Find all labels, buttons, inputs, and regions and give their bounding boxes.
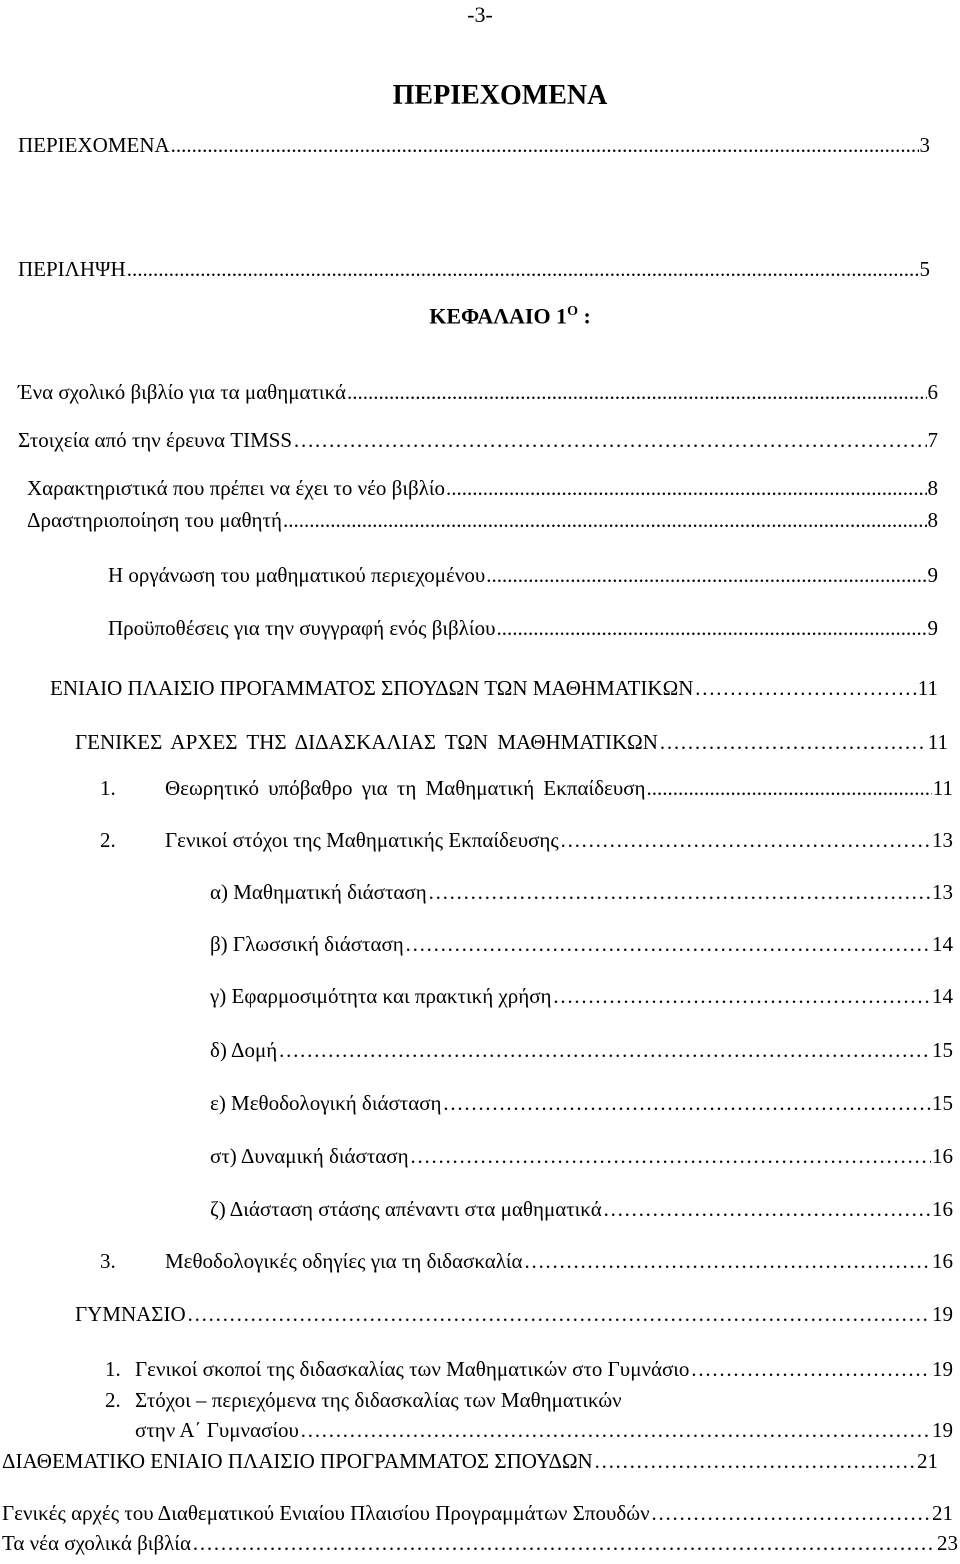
dot-leader xyxy=(496,618,926,639)
toc-entry-number: 3. xyxy=(100,1249,116,1273)
dot-leader xyxy=(428,882,931,903)
toc-entry[interactable] xyxy=(105,1390,953,1411)
toc-entry-page: 8 xyxy=(927,508,938,532)
toc-entry-page: 15 xyxy=(932,1091,953,1115)
dot-leader xyxy=(293,430,926,451)
toc-entry-label: β) Γλωσσική διάσταση xyxy=(210,932,404,956)
dot-leader xyxy=(603,1199,931,1220)
dot-leader xyxy=(553,986,931,1007)
toc-entry-label: ΕΝΙΑΙΟ ΠΛΑΙΣΙΟ ΠΡΟΓΑΜΜΑΤΟΣ ΣΠΟΥΔΩΝ ΤΩΝ ΜΑΘΗΜΑΤΙΚΩΝ xyxy=(50,676,694,700)
toc-entry-page: 8 xyxy=(927,476,938,500)
toc-entry[interactable] xyxy=(100,778,953,799)
toc-entry[interactable] xyxy=(210,986,953,1007)
toc-entry-label: Γενικοί στόχοι της Μαθηματικής Εκπαίδευσης xyxy=(165,828,559,852)
page-number: -3- xyxy=(467,2,493,27)
toc-entry-page: 9 xyxy=(927,616,938,640)
dot-leader xyxy=(127,259,919,280)
dot-leader xyxy=(300,1420,931,1441)
toc-entry-summary[interactable] xyxy=(18,259,930,280)
dot-leader xyxy=(278,1040,931,1061)
toc-entry-page: 21 xyxy=(917,1449,938,1473)
toc-entry[interactable] xyxy=(210,1040,953,1061)
toc-entry[interactable] xyxy=(75,1304,953,1325)
dot-leader xyxy=(659,732,927,753)
toc-entry-label: ζ) Διάσταση στάσης απέναντι στα μαθηματικά xyxy=(210,1197,602,1221)
dot-leader xyxy=(647,778,932,799)
chapter-heading xyxy=(0,305,960,327)
toc-entry-page: 13 xyxy=(932,880,953,904)
dot-leader xyxy=(187,1304,931,1325)
toc-entry-label: ε) Μεθοδολογική διάσταση xyxy=(210,1091,442,1115)
dot-leader xyxy=(524,1251,931,1272)
toc-entry[interactable] xyxy=(108,565,938,586)
toc-entry-label: ΔΙΑΘΕΜΑΤΙΚΟ ΕΝΙΑΙΟ ΠΛΑΙΣΙΟ ΠΡΟΓΡΑΜΜΑΤΟΣ ΣΠΟΥΔΩΝ xyxy=(2,1449,593,1473)
toc-entry-page: 16 xyxy=(932,1249,953,1273)
dot-leader xyxy=(446,478,926,499)
toc-entry-label: Προϋποθέσεις για την συγγραφή ενός βιβλίου xyxy=(108,616,496,640)
dot-leader xyxy=(694,678,916,699)
toc-entry[interactable] xyxy=(100,1251,953,1272)
toc-entry-page: 13 xyxy=(932,828,953,852)
chapter-superscript: Ο xyxy=(567,304,578,319)
toc-entry-page: 14 xyxy=(932,984,953,1008)
toc-entry-label: Ένα σχολικό βιβλίο για τα μαθηματικά xyxy=(18,380,346,404)
toc-entry[interactable] xyxy=(135,1420,953,1441)
toc-entry[interactable] xyxy=(18,382,938,403)
toc-entry-label: Γενικοί σκοποί της διδασκαλίας των Μαθηματικών στο Γυμνάσιο xyxy=(135,1357,690,1381)
toc-entry-label: Γενικές αρχές του Διαθεματικού Ενιαίου Πλαισίου Προγραμμάτων Σπουδών xyxy=(2,1501,650,1525)
toc-entry-label: Μεθοδολογικές οδηγίες για τη διδασκαλία xyxy=(165,1249,523,1273)
toc-entry[interactable] xyxy=(2,1503,953,1524)
dot-leader xyxy=(410,1146,931,1167)
toc-entry[interactable] xyxy=(210,1146,953,1167)
dot-leader xyxy=(192,1533,936,1554)
toc-entry-label: γ) Εφαρμοσιμότητα και πρακτική χρήση xyxy=(210,984,552,1008)
dot-leader xyxy=(171,135,919,156)
toc-entry-number: 2. xyxy=(100,828,116,852)
dot-leader xyxy=(283,510,927,531)
toc-entry-page: 3 xyxy=(919,133,930,157)
toc-entry-page: 11 xyxy=(927,730,948,754)
toc-entry-label: ΠΕΡΙΕΧΟΜΕΝΑ xyxy=(18,133,170,157)
toc-entry[interactable] xyxy=(108,618,938,639)
toc-entry-page: 19 xyxy=(932,1302,953,1326)
toc-entry-page: 7 xyxy=(927,428,938,452)
toc-entry-page: 11 xyxy=(932,776,953,800)
toc-entry[interactable] xyxy=(210,882,953,903)
toc-entry-page: 14 xyxy=(932,932,953,956)
toc-entry-label: Χαρακτηριστικά που πρέπει να έχει το νέο βιβλίο xyxy=(27,476,446,500)
page-title: ΠΕΡΙΕΧΟΜΕΝΑ xyxy=(392,80,608,111)
toc-entry-page: 16 xyxy=(932,1144,953,1168)
toc-entry-label: Στόχοι – περιεχόμενα της διδασκαλίας των Μαθηματικών xyxy=(135,1388,622,1412)
toc-entry-label: α) Μαθηματική διάσταση xyxy=(210,880,427,904)
dot-leader xyxy=(594,1451,916,1472)
toc-entry-label: Τα νέα σχολικά βιβλία xyxy=(2,1531,191,1555)
dot-leader xyxy=(443,1093,931,1114)
toc-entry[interactable] xyxy=(210,934,953,955)
toc-entry-number: 1. xyxy=(105,1357,121,1381)
dot-leader xyxy=(560,830,931,851)
toc-entry-page: 11 xyxy=(917,676,938,700)
toc-entry-label: ΓΥΜΝΑΣΙΟ xyxy=(75,1302,186,1326)
toc-entry-page: 21 xyxy=(932,1501,953,1525)
toc-entry[interactable] xyxy=(2,1451,938,1472)
dot-leader xyxy=(651,1503,931,1524)
toc-entry[interactable] xyxy=(18,430,938,451)
toc-entry-label: Δραστηριοποίηση του μαθητή xyxy=(27,508,282,532)
toc-entry-label: ΓΕΝΙΚΕΣ ΑΡΧΕΣ ΤΗΣ ΔΙΔΑΣΚΑΛΙΑΣ ΤΩΝ ΜΑΘΗΜΑΤΙΚΩΝ xyxy=(75,730,658,754)
toc-entry[interactable] xyxy=(210,1199,953,1220)
toc-entry-page: 19 xyxy=(932,1357,953,1381)
toc-entry-page: 15 xyxy=(932,1038,953,1062)
toc-entry-page: 23 xyxy=(937,1531,958,1555)
chapter-label: ΚΕΦΑΛΑΙΟ 1 xyxy=(429,303,568,329)
toc-entry-label: Στοιχεία από την έρευνα TIMSS xyxy=(18,428,293,452)
toc-entry[interactable] xyxy=(75,732,948,753)
dot-leader xyxy=(347,382,927,403)
toc-entry-page: 9 xyxy=(927,563,938,587)
toc-entry-page: 16 xyxy=(932,1197,953,1221)
toc-entry-label: Η οργάνωση του μαθηματικού περιεχομένου xyxy=(108,563,486,587)
toc-entry-label: στ) Δυναμική διάσταση xyxy=(210,1144,409,1168)
toc-entry[interactable] xyxy=(27,510,938,531)
toc-entry-label: στην Α΄ Γυμνασίου xyxy=(135,1418,299,1442)
toc-entry-label: Θεωρητικό υπόβαθρο για τη Μαθηματική Εκπαίδευση xyxy=(165,776,646,800)
dot-leader xyxy=(405,934,931,955)
toc-entry[interactable] xyxy=(27,478,938,499)
toc-entry[interactable] xyxy=(100,830,953,851)
toc-entry-number: 1. xyxy=(100,776,116,800)
toc-entry-page: 6 xyxy=(927,380,938,404)
toc-entry-label: ΠΕΡΙΛΗΨΗ xyxy=(18,257,126,281)
toc-entry[interactable] xyxy=(105,1359,953,1380)
dot-leader xyxy=(690,1359,931,1380)
toc-entry[interactable] xyxy=(2,1533,958,1554)
toc-entry-number: 2. xyxy=(105,1388,121,1412)
toc-entry-page: 19 xyxy=(932,1418,953,1442)
dot-leader xyxy=(486,565,926,586)
toc-entry[interactable] xyxy=(210,1093,953,1114)
toc-entry[interactable] xyxy=(50,678,938,699)
chapter-suffix: : xyxy=(577,303,591,329)
toc-entry-page: 5 xyxy=(919,257,930,281)
toc-entry-label: δ) Δομή xyxy=(210,1038,278,1062)
toc-entry-contents[interactable] xyxy=(18,135,930,156)
